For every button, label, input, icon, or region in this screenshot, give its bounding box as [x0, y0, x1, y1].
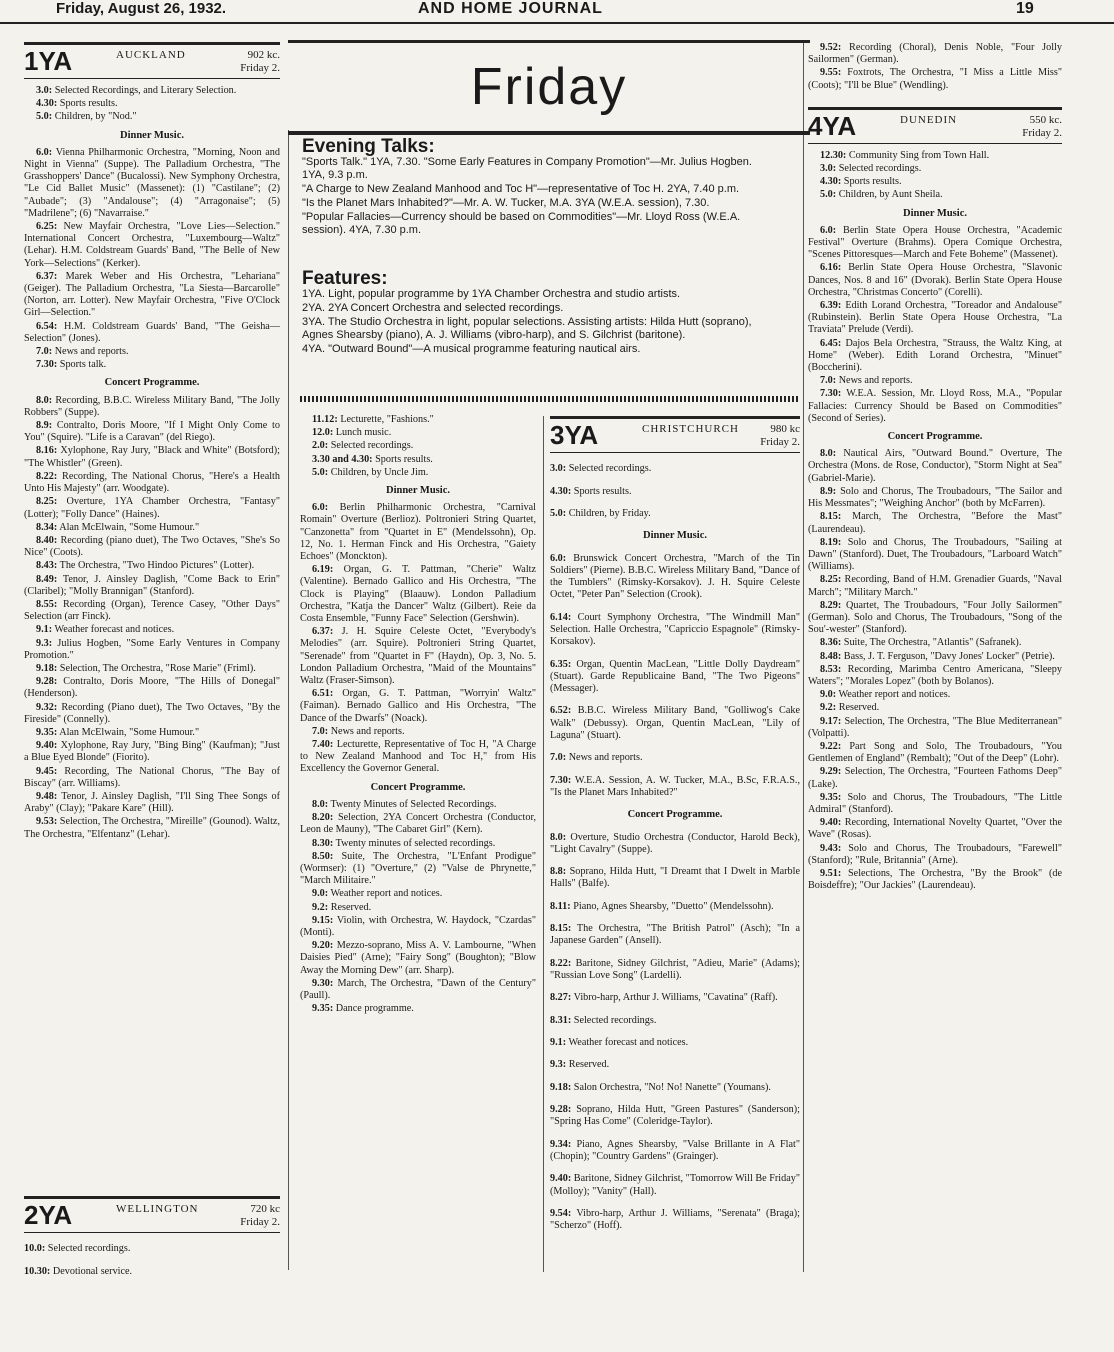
- evening-talks: [302, 136, 772, 238]
- listing-group: [550, 832, 800, 1233]
- listing-item: 8.9: Contralto, Doris Moore, "If I Might Only Come to You" (Squire). "Life is a Caravan" (del Riego).: [24, 420, 280, 444]
- listing-item: 9.43: Solo and Chorus, The Troubadours, "Farewell" (Stanford); "Rule, Britannia" (Arne).: [808, 842, 1062, 866]
- listing-item: 8.22: Baritone, Sidney Gilchrist, "Adieu, Marie" (Adams); "Russian Love Song" (Lardelli).: [550, 957, 800, 981]
- listing-item: 9.0: Weather report and notices.: [820, 689, 951, 701]
- listing-group: [808, 150, 1062, 202]
- listing-item: 9.3: Julius Hogben, "Some Early Ventures in Company Promotion.": [24, 637, 280, 661]
- listing-item: 12.30: Community Sing from Town Hall.: [820, 149, 990, 161]
- listing-item: 8.43: The Orchestra, "Two Hindoo Pictures" (Lotter).: [36, 560, 255, 572]
- listing-item: 8.8: Soprano, Hilda Hutt, "I Dreamt that I Dwelt in Marble Halls" (Balfe).: [550, 866, 800, 890]
- listing-item: 4.30: Sports results.: [820, 176, 902, 188]
- features-list: [302, 288, 772, 356]
- features: [302, 268, 772, 357]
- listing-item: 3.0: Selected recordings.: [550, 463, 652, 475]
- listing-item: 7.30: W.E.A. Session, Mr. Lloyd Ross, M.A., "Popular Fallacies: Currency Should be Based on Commodities" (Second of Series).: [808, 388, 1062, 424]
- listing-item: 5.0: Children, by Friday.: [550, 507, 651, 519]
- listing-item: 8.55: Recording (Organ), Terence Casey, "Other Days" Selection (arr Finck).: [24, 598, 280, 623]
- listing-item: "Is the Planet Mars Inhabited?"—Mr. A. W. Tucker, M.A. 3YA (W.E.A. session), 7.30.: [302, 197, 710, 209]
- column-divider: [543, 416, 544, 1272]
- listing-item: 8.0: Nautical Airs, "Outward Bound." Overture, The Orchestra (Mons. de Rose, Conductor), "Storm Night at Sea" (Gabriel-Marie).: [808, 448, 1062, 484]
- listing-item: 9.52: Recording (Choral), Denis Noble, "Four Jolly Sailormen" (German).: [808, 42, 1062, 66]
- listing-item: 4.30: Sports results.: [36, 98, 118, 110]
- listing-item: 9.30: March, The Orchestra, "Dawn of the Century" (Paull).: [300, 977, 536, 1001]
- listing-item: 8.53: Recording, Marimba Centro Americana, "Sleepy Waters"; "Morales Lopez" (both by Bolanos).: [808, 663, 1062, 687]
- column-1yа: [24, 42, 280, 842]
- section-heading: Concert Programme.: [627, 809, 723, 821]
- listing-item: 6.16: Berlin State Opera House Orchestra, "Slavonic Dances, Nos. 8 and 16" (Dvorak). Berlin State Opera House Orchestra, "Christmas Concerto" (Corelli).: [808, 262, 1062, 298]
- listing-item: 9.35: Dance programme.: [312, 1003, 414, 1015]
- listing-item: 9.1: Weather forecast and notices.: [550, 1037, 689, 1049]
- listing-item: 6.0: Berlin State Opera House Orchestra, "Academic Festival" Overture (Brahms). Opera Comique Orchestra, "Scenes Pittoresques—March and Fete Boheme" (Massenet).: [808, 224, 1062, 261]
- listing-item: 6.37: Marek Weber and His Orchestra, "Lehariana" (Geiger). The Palladium Orchestra, "La Siesta—Barcarolle" (Norton, arr. Lotter). New Mayfair Orchestra, "Five O'Clock Girl—Selection.": [24, 270, 280, 319]
- column-3ya: [550, 416, 800, 1243]
- section-heading: Dinner Music.: [120, 129, 184, 141]
- listing-item: 8.25: Overture, 1YA Chamber Orchestra, "Fantasy" (Lotter); "Folly Dance" (Haines).: [24, 496, 280, 520]
- listing-item: 2YA. 2YA Concert Orchestra and selected recordings.: [302, 302, 564, 314]
- listing-item: 8.0: Recording, B.B.C. Wireless Military Band, "The Jolly Robbers" (Suppe).: [24, 394, 280, 418]
- listing-item: 6.0: Brunswick Concert Orchestra, "March of the Tin Soldiers" (Pierne). B.B.C. Wireless Military Band, "Dance of the Tumblers" (Rimsky-Korsakov). J. H. Squire Celeste Octet, "Peter Pan" Selection (Crook).: [550, 552, 800, 601]
- station-code: 4YA: [808, 110, 857, 141]
- column-4ya: [808, 42, 1062, 893]
- column-2ya-start: [24, 1196, 280, 1288]
- listing-group: [550, 463, 800, 520]
- listing-item: 6.35: Organ, Quentin MacLean, "Little Dolly Daydream" (Stuart). Garde Republicaine Band, "The Two Pigeons" (Messager).: [550, 658, 800, 694]
- station-code: 3YA: [550, 420, 599, 450]
- listing-item: 8.40: Recording (piano duet), The Two Octaves, "She's So Nice" (Coots).: [24, 534, 280, 559]
- listing-item: 7.0: News and reports.: [550, 752, 643, 764]
- listing-item: 7.0: News and reports.: [820, 375, 913, 387]
- listing-item: 9.17: Selection, The Orchestra, "The Blue Mediterranean" (Volpatti).: [808, 715, 1062, 739]
- listing-item: 9.53: Selection, The Orchestra, "Mireille" (Gounod). Waltz, The Orchestra, "Elfentanz" (Lehar).: [24, 816, 280, 840]
- station-header-3ya: [550, 416, 800, 453]
- listing-item: 6.51: Organ, G. T. Pattman, "Worryin' Waltz" (Faiman). Bernado Gallico and His Orchestra, "The Dance of the Dwarfs" (Noack).: [300, 688, 536, 724]
- listing-group: [24, 147, 280, 372]
- header-date: Friday, August 26, 1932.: [56, 0, 227, 17]
- listing-item: 9.20: Mezzo-soprano, Miss A. V. Lambourne, "When Daisies Pied" (Arne); "Fairy Song" (Boughton); "Blow Away the Morning Dew" (arr. Sharp).: [300, 940, 536, 976]
- station-code: 1YA: [24, 46, 73, 76]
- station-city: DUNEDIN: [900, 113, 958, 126]
- listing-item: 6.52: B.B.C. Wireless Military Band, "Golliwog's Cake Walk" (Debussy). Organ, Quentin MacLean, "Lily of Laguna" (Stuart).: [550, 705, 800, 741]
- listing-item: 4.30: Sports results.: [550, 485, 632, 497]
- listing-item: 8.20: Selection, 2YA Concert Orchestra (Conductor, Leon de Mauny), "The Cabaret Girl" (Kern).: [300, 812, 536, 836]
- listing-item: 2.0: Selected recordings.: [312, 440, 414, 452]
- listing-item: 9.28: Soprano, Hilda Hutt, "Green Pastures" (Sanderson); "Spring Has Come" (Coleridge-Taylor).: [550, 1104, 800, 1128]
- listing-item: 8.29: Quartet, The Troubadours, "Four Jolly Sailormen" (German). Solo and Chorus, The Troubadours, "Song of the Sou'-wester" (Stanford).: [808, 599, 1062, 636]
- station-header-4ya: [808, 107, 1062, 144]
- listing-group: [300, 414, 536, 479]
- listing-group: [550, 553, 800, 799]
- listing-item: 8.31: Selected recordings.: [550, 1014, 657, 1026]
- listing-group: [24, 85, 280, 124]
- listing-item: 9.28: Contralto, Doris Moore, "The Hills of Donegal" (Henderson).: [24, 676, 280, 700]
- listing-item: 9.55: Foxtrots, The Orchestra, "I Miss a Little Miss" (Coots); "I'll be Blue" (Wendling).: [808, 67, 1062, 91]
- listing-item: 5.0: Children, by Aunt Sheila.: [820, 189, 943, 201]
- day-banner: Friday: [288, 40, 810, 135]
- listing-item: 8.19: Solo and Chorus, The Troubadours, "Sailing at Dawn" (Stanford). Duet, The Troubadours, "Larboard Watch" (Williams).: [808, 536, 1062, 573]
- listing-item: 3.0: Selected Recordings, and Literary Selection.: [36, 85, 237, 96]
- section-heading: Concert Programme.: [104, 377, 200, 389]
- listing-item: 9.2: Reserved.: [312, 901, 372, 913]
- station-frequency: 550 kc. Friday 2.: [1022, 113, 1062, 139]
- station-frequency: 980 kc Friday 2.: [760, 423, 800, 448]
- listing-item: 9.35: Alan McElwain, "Some Humour.": [36, 726, 200, 738]
- listing-item: 9.45: Recording, The National Chorus, "The Bay of Biscay" (arr. Williams).: [24, 765, 280, 789]
- listing-item: 9.29: Selection, The Orchestra, "Fourteen Fathoms Deep" (Lake).: [808, 766, 1062, 790]
- listing-item: 8.27: Vibro-harp, Arthur J. Williams, "Cavatina" (Raff).: [550, 992, 778, 1004]
- listing-item: 8.48: Bass, J. T. Ferguson, "Davy Jones' Locker" (Petrie).: [820, 650, 1055, 662]
- listing-item: 9.0: Weather report and notices.: [312, 888, 443, 900]
- listing-item: 5.0: Children, by "Nod.": [36, 111, 137, 123]
- talks-heading: Evening Talks:: [302, 136, 435, 157]
- listing-item: 10.0: Selected recordings.: [24, 1243, 131, 1255]
- listing-item: 9.32: Recording (Piano duet), The Two Octaves, "By the Fireside" (Connelly).: [24, 701, 280, 725]
- listing-item: "Sports Talk." 1YA, 7.30. "Some Early Features in Company Promotion"—Mr. Julius Hogben. 1YA, 9.3 p.m.: [302, 156, 752, 181]
- section-heading: Dinner Music.: [643, 530, 707, 542]
- listing-item: 8.11: Piano, Agnes Shearsby, "Duetto" (Mendelssohn).: [550, 900, 774, 912]
- listing-item: 9.54: Vibro-harp, Arthur J. Williams, "Serenata" (Braga); "Scherzo" (Hoff).: [550, 1208, 800, 1232]
- listing-item: 8.9: Solo and Chorus, The Troubadours, "The Sailor and His Messmates"; "Weighing Anchor" (both by McFarren).: [808, 485, 1062, 510]
- listing-item: 7.30: W.E.A. Session, A. W. Tucker, M.A., B.Sc, F.R.A.S., "Is the Planet Mars Inhabited?": [550, 774, 800, 798]
- listing-group: [300, 799, 536, 1015]
- listing-item: 6.45: Dajos Bela Orchestra, "Strauss, the Waltz King, at Home" (Weber). Edith Lorand Orchestra, "Minuet" (Boccherini).: [808, 337, 1062, 374]
- section-heading: Dinner Music.: [903, 207, 967, 219]
- listing-item: "A Charge to New Zealand Manhood and Toc H"—representative of Toc H. 2YA, 7.40 p.m.: [302, 183, 740, 195]
- section-heading: Dinner Music.: [386, 485, 450, 497]
- listing-item: 9.48: Tenor, J. Ainsley Daglish, "I'll Sing Thee Songs of Araby" (Clay); "Pakare Kare" (Hill).: [24, 790, 280, 815]
- listing-item: 8.30: Twenty minutes of selected recordings.: [312, 837, 496, 849]
- header-title: AND HOME JOURNAL: [418, 0, 603, 17]
- listing-group: [808, 42, 1062, 92]
- listing-item: 12.0: Lunch music.: [312, 427, 392, 439]
- listing-item: 7.0: News and reports.: [312, 725, 405, 737]
- listing-item: 7.0: News and reports.: [36, 346, 129, 358]
- listing-item: 4YA. "Outward Bound"—A musical programme featuring nautical airs.: [302, 343, 641, 355]
- listing-item: 11.12: Lecturette, "Fashions.": [312, 414, 434, 425]
- listing-item: 9.34: Piano, Agnes Shearsby, "Valse Brillante in A Flat" (Chopin); "Country Gardens" (Grainger).: [550, 1138, 800, 1163]
- station-header-2ya: [24, 1196, 280, 1233]
- listing-item: 3.0: Selected recordings.: [820, 163, 922, 175]
- listing-group: [808, 225, 1062, 425]
- listing-group: [808, 448, 1062, 892]
- listing-item: 6.0: Vienna Philharmonic Orchestra, "Morning, Noon and Night in Vienna" (Suppe). The Palladium Orchestra, "The Grasshoppers' Dance" (Bucalossi). New Symphony Orchestra, "Le Cid Ballet Music" (Massenet): (1) "Castilane"; (2) "Aubade"; (3) "Andalouse"; (4) "Arragonaise"; (5) "Madrilene"; (6) "Navarraise.": [24, 146, 280, 219]
- station-frequency: 902 kc. Friday 2.: [240, 49, 280, 74]
- listing-item: 8.0: Overture, Studio Orchestra (Conductor, Harold Beck), "Light Cavalry" (Suppe).: [550, 831, 800, 855]
- listing-item: 6.0: Berlin Philharmonic Orchestra, "Carnival Romain" Overture (Berlioz). Poltronieri String Quartet, "Canzonetta" from "Quartet in E" (Mendelssohn), Op. 12, No. 1. Herman Finck and His Orchestra, "Gaiety Echoes" (Monckton).: [300, 502, 536, 563]
- listing-item: 8.22: Recording, The National Chorus, "Here's a Health Unto His Majesty" (arr. Woodgate).: [24, 470, 280, 495]
- listing-item: 9.3: Reserved.: [550, 1059, 610, 1071]
- dotted-rule: [300, 396, 800, 402]
- listing-item: 6.14: Court Symphony Orchestra, "The Windmill Man" Selection. Halle Orchestra, "Capriccio Espagnole" (Rimsky-Korsakov).: [550, 611, 800, 648]
- listing-item: 9.18: Salon Orchestra, "No! No! Nanette" (Youmans).: [550, 1081, 771, 1093]
- listing-item: 9.22: Part Song and Solo, The Troubadours, "You Gentlemen of England" (Rembalt); "Out of the Deep" (Lohr).: [808, 740, 1062, 765]
- listing-group: [24, 1243, 280, 1278]
- listing-item: 10.30: Devotional service.: [24, 1265, 133, 1277]
- listing-item: 9.15: Violin, with Orchestra, W. Haydock, "Czardas" (Monti).: [300, 914, 536, 938]
- page-number: 19: [1016, 0, 1034, 17]
- listing-item: 8.36: Suite, The Orchestra, "Atlantis" (Safranek).: [820, 637, 1022, 649]
- listing-item: 6.37: J. H. Squire Celeste Octet, "Everybody's Melodies" (arr. Squire). Poltronieri String Quartet, "Serenade" from "Quartet in F" (Haydn), Op. 3, No. 5. London Palladium Orchestra, "Maid of the Mountains" Waltz (Fraser-Simson).: [300, 626, 536, 687]
- listing-item: 9.35: Solo and Chorus, The Troubadours, "The Little Admiral" (Stanford).: [808, 791, 1062, 815]
- station-city: AUCKLAND: [116, 49, 186, 61]
- listing-item: 6.19: Organ, G. T. Pattman, "Cherie" Waltz (Valentine). Bernado Gallico and His Orchestra, "The Clock is Playing" (Blaauw). London Palladium Orchestra, "Katja the Dancer" Waltz (Gilbert). Reie da Costa Ensemble, "Funny Face" Selection (Gershwin).: [300, 564, 536, 625]
- station-code: 2YA: [24, 1200, 73, 1230]
- listing-item: 3.30 and 4.30: Sports results.: [312, 453, 433, 465]
- listing-item: 8.49: Tenor, J. Ainsley Daglish, "Come Back to Erin" (Claribel); "Molly Brannigan" (Stanford).: [24, 573, 280, 597]
- station-city: WELLINGTON: [116, 1203, 199, 1215]
- listing-item: 9.1: Weather forecast and notices.: [36, 624, 175, 636]
- listing-item: 6.39: Edith Lorand Orchestra, "Toreador and Andalouse" (Rubinstein). Berlin State Opera House Orchestra, "La Traviata" Prelude (Verdi).: [808, 300, 1062, 336]
- section-heading: Concert Programme.: [370, 781, 466, 793]
- listing-item: 6.25: New Mayfair Orchestra, "Love Lies—Selection." International Concert Orchestra, "Luxembourg—Waltz" (Lehar). H.M. Coldstream Guards' Band, "The Belle of New York—Selections" (Kerker).: [24, 221, 280, 269]
- column-2ya: [300, 414, 536, 1016]
- listing-group: [300, 502, 536, 775]
- features-heading: Features:: [302, 268, 388, 289]
- listing-item: 8.50: Suite, The Orchestra, "L'Enfant Prodigue" (Wormser): (1) "Overture," (2) "Valse de Phrynette," "March Militaire.": [300, 850, 536, 887]
- listing-item: 9.40: Recording, International Novelty Quartet, "Over the Wave" (Rosas).: [808, 817, 1062, 841]
- listing-item: 8.15: The Orchestra, "The British Patrol" (Asch); "In a Japanese Garden" (Ansell).: [550, 923, 800, 947]
- station-city: CHRISTCHURCH: [642, 423, 739, 435]
- listing-item: 7.30: Sports talk.: [36, 359, 107, 371]
- listing-item: 8.34: Alan McElwain, "Some Humour.": [36, 521, 200, 533]
- listing-item: 9.18: Selection, The Orchestra, "Rose Marie" (Friml).: [36, 662, 256, 674]
- listing-item: 7.40: Lecturette, Representative of Toc H, "A Charge to New Zealand Manhood and Toc H," from His Excellency the Governor General.: [300, 739, 536, 775]
- column-divider: [803, 40, 804, 1272]
- listing-item: 6.54: H.M. Coldstream Guards' Band, "The Geisha—Selection" (Jones).: [24, 320, 280, 344]
- station-frequency: 720 kc Friday 2.: [240, 1203, 280, 1228]
- listing-item: 9.40: Xylophone, Ray Jury, "Bing Bing" (Kaufman); "Just a Blue Eyed Blonde" (Fiorito).: [24, 740, 280, 764]
- listing-item: 8.15: March, The Orchestra, "Before the Mast" (Laurendeau).: [808, 511, 1062, 535]
- listing-item: 8.0: Twenty Minutes of Selected Recordings.: [312, 798, 497, 810]
- listing-item: 9.2: Reserved.: [820, 702, 880, 714]
- listing-item: 8.25: Recording, Band of H.M. Grenadier Guards, "Naval March"; "Military March.": [808, 574, 1062, 598]
- listing-group: [24, 395, 280, 841]
- page-header: [0, 0, 1114, 24]
- station-header-1ya: [24, 42, 280, 79]
- listing-item: 5.0: Children, by Uncle Jim.: [312, 466, 429, 478]
- listing-item: 1YA. Light, popular programme by 1YA Chamber Orchestra and studio artists.: [302, 288, 681, 300]
- listing-item: 9.40: Baritone, Sidney Gilchrist, "Tomorrow Will Be Friday" (Molloy); "Vanity" (Hall).: [550, 1173, 800, 1197]
- listing-item: "Popular Fallacies—Currency should be based on Commodities"—Mr. Lloyd Ross (W.E.A. session). 4YA, 7.30 p.m.: [302, 211, 741, 236]
- listing-item: 8.16: Xylophone, Ray Jury, "Black and White" (Botsford); "The Whistler" (Green).: [24, 445, 280, 469]
- talks-list: [302, 156, 772, 237]
- listing-item: 3YA. The Studio Orchestra in light, popular selections. Assisting artists: Hilda Hutt (soprano), Agnes Shearsby (piano), A. J. Williams (vibro-harp), and S. Gilchrist (baritone).: [302, 316, 752, 341]
- section-heading: Concert Programme.: [887, 431, 983, 443]
- column-divider: [288, 130, 289, 1270]
- listing-item: 9.51: Selections, The Orchestra, "By the Brook" (de Boisdeffre); "Our Jackies" (Laurendeau).: [808, 867, 1062, 892]
